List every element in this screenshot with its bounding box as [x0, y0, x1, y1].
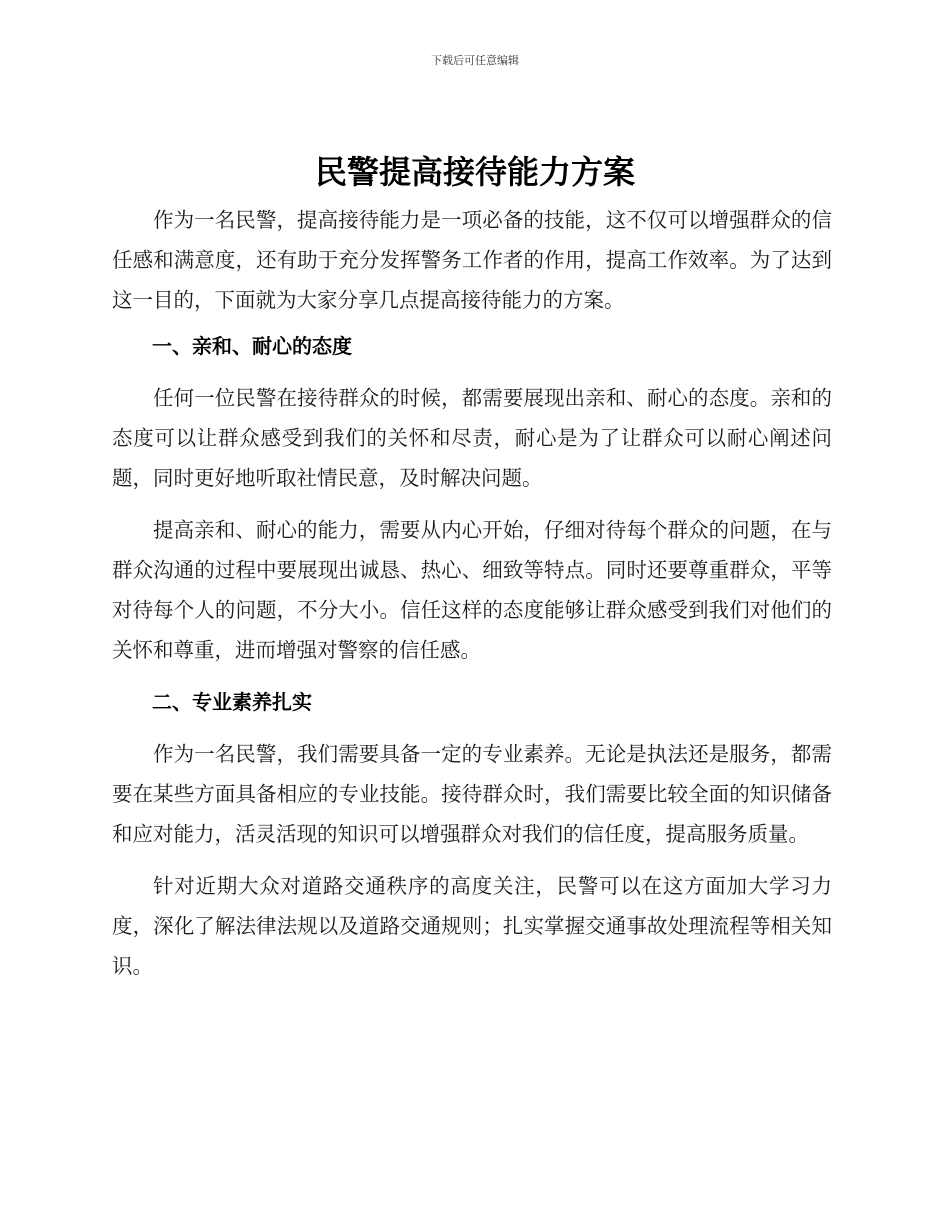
paragraph-professional-2: 针对近期大众对道路交通秩序的高度关注，民警可以在这方面加大学习力度，深化了解法律法规以及道路交通规则；扎实掌握交通事故处理流程等相关知识。	[112, 874, 832, 978]
paragraph-attitude-2: 提高亲和、耐心的能力，需要从内心开始，仔细对待每个群众的问题，在与群众沟通的过程中要展现出诚恳、热心、细致等特点。同时还要尊重群众，平等对待每个人的问题，不分大小。信任这样的态度能够让群众感受到我们对他们的关怀和尊重，进而增强对警察的信任感。	[112, 518, 832, 662]
header-note: 下载后可任意编辑	[431, 54, 519, 67]
intro-paragraph: 作为一名民警，提高接待能力是一项必备的技能，这不仅可以增强群众的信任感和满意度，还有助于充分发挥警务工作者的作用，提高工作效率。为了达到这一目的，下面就为大家分享几点提高接待能力的方案。	[112, 208, 832, 312]
document-title: 民警提高接待能力方案	[314, 153, 635, 191]
paragraph-professional-1: 作为一名民警，我们需要具备一定的专业素养。无论是执法还是服务，都需要在某些方面具备相应的专业技能。接待群众时，我们需要比较全面的知识储备和应对能力，活灵活现的知识可以增强群众对我们的信任度，提高服务质量。	[112, 742, 832, 846]
document-body	[112, 200, 832, 998]
paragraph-attitude-1: 任何一位民警在接待群众的时候，都需要展现出亲和、耐心的态度。亲和的态度可以让群众感受到我们的关怀和尽责，耐心是为了让群众可以耐心阐述问题，同时更好地听取社情民意，及时解决问题。	[112, 386, 832, 490]
section-heading-professional: 二、专业素养扎实	[152, 690, 312, 714]
section-heading-attitude: 一、亲和、耐心的态度	[152, 334, 352, 358]
